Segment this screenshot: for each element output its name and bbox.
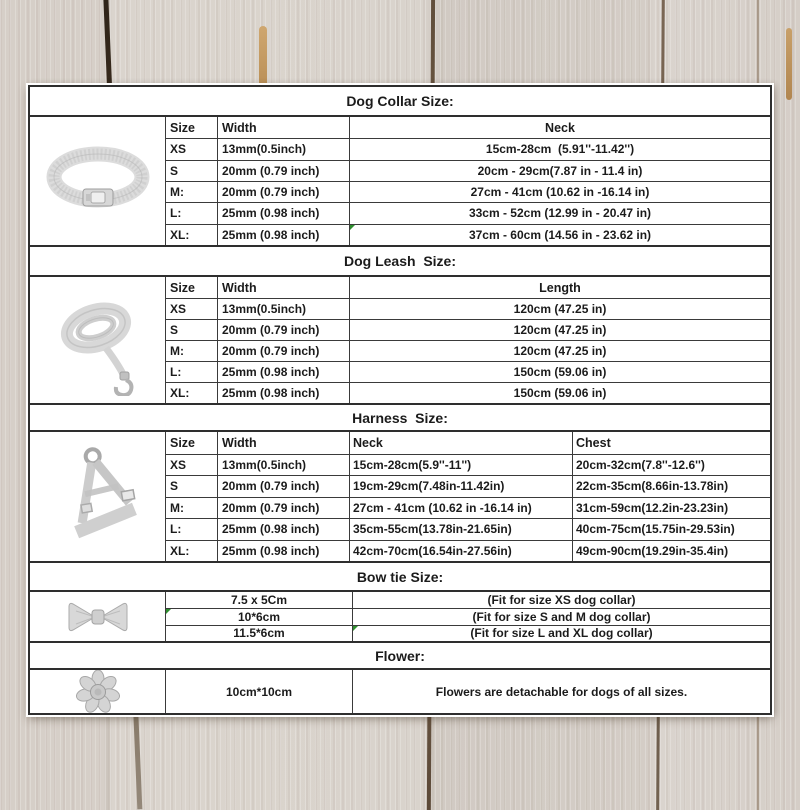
harness-cell: 15cm-28cm(5.9''-11'') [349,454,572,476]
harness-cell: 40cm-75cm(15.75in-29.53in) [572,518,770,540]
harness-cell: 25mm (0.98 inch) [217,518,349,540]
leash-cell: 13mm(0.5inch) [217,298,349,319]
collar-cell: 20cm - 29cm(7.87 in - 11.4 in) [349,160,770,181]
collar-cell: 25mm (0.98 inch) [217,224,349,245]
leash-cell: 120cm (47.25 in) [349,298,770,319]
flower-cell: Flowers are detachable for dogs of all sizes. [352,670,770,713]
bowtie-cell: 11.5*6cm [165,625,352,641]
flower-size-table [30,670,770,713]
bow-tie-image [30,592,165,641]
leash-cell: M: [165,340,217,361]
size-chart-panel [28,85,772,715]
collar-cell: S [165,160,217,181]
leash-cell: 25mm (0.98 inch) [217,382,349,403]
harness-cell: 22cm-35cm(8.66in-13.78in) [572,475,770,497]
collar-cell: 25mm (0.98 inch) [217,202,349,223]
collar-cell: 15cm-28cm (5.91''-11.42'') [349,138,770,159]
harness-cell: 20mm (0.79 inch) [217,497,349,519]
harness-cell: L: [165,518,217,540]
section-title-bowtie: Bow tie Size: [30,563,770,592]
flower-image [30,670,165,713]
harness-cell: 35cm-55cm(13.78in-21.65in) [349,518,572,540]
harness-cell: 42cm-70cm(16.54in-27.56in) [349,540,572,562]
leash-header-width: Width [217,277,349,298]
collar-header-neck: Neck [349,117,770,138]
wood-crack [259,26,267,90]
leash-size-table [30,277,770,405]
harness-header-size: Size [165,432,217,454]
leash-cell: L: [165,361,217,382]
leash-cell: S [165,319,217,340]
bowtie-cell: 7.5 x 5Cm [165,592,352,608]
harness-cell: 20mm (0.79 inch) [217,475,349,497]
flower-cell: 10cm*10cm [165,670,352,713]
bowtie-cell: (Fit for size XS dog collar) [352,592,770,608]
leash-cell: 120cm (47.25 in) [349,319,770,340]
dog-leash-image [30,277,165,403]
leash-header-length: Length [349,277,770,298]
harness-cell: M: [165,497,217,519]
harness-header-neck: Neck [349,432,572,454]
leash-cell: 150cm (59.06 in) [349,361,770,382]
harness-cell: 49cm-90cm(19.29in-35.4in) [572,540,770,562]
section-title-leash: Dog Leash Size: [30,247,770,277]
harness-cell: 25mm (0.98 inch) [217,540,349,562]
harness-cell: 13mm(0.5inch) [217,454,349,476]
bowtie-cell: (Fit for size S and M dog collar) [352,608,770,624]
leash-cell: 20mm (0.79 inch) [217,319,349,340]
dog-harness-image [30,432,165,561]
harness-header-chest: Chest [572,432,770,454]
harness-cell: XL: [165,540,217,562]
harness-size-table [30,432,770,563]
leash-cell: 25mm (0.98 inch) [217,361,349,382]
collar-cell: L: [165,202,217,223]
leash-cell: 20mm (0.79 inch) [217,340,349,361]
wood-crack [786,28,792,100]
leash-header-size: Size [165,277,217,298]
bowtie-cell: 10*6cm [165,608,352,624]
harness-header-width: Width [217,432,349,454]
leash-cell: 120cm (47.25 in) [349,340,770,361]
collar-cell: XL: [165,224,217,245]
collar-cell: XS [165,138,217,159]
harness-cell: 31cm-59cm(12.2in-23.23in) [572,497,770,519]
section-title-harness: Harness Size: [30,405,770,432]
collar-header-size: Size [165,117,217,138]
leash-cell: XS [165,298,217,319]
leash-cell: XL: [165,382,217,403]
section-title-collar: Dog Collar Size: [30,87,770,117]
bowtie-cell: (Fit for size L and XL dog collar) [352,625,770,641]
dog-collar-image [30,117,165,245]
harness-cell: 19cm-29cm(7.48in-11.42in) [349,475,572,497]
collar-size-table [30,117,770,247]
collar-cell: 33cm - 52cm (12.99 in - 20.47 in) [349,202,770,223]
section-title-flower: Flower: [30,643,770,670]
collar-cell: 20mm (0.79 inch) [217,181,349,202]
collar-cell: M: [165,181,217,202]
collar-header-width: Width [217,117,349,138]
harness-cell: 27cm - 41cm (10.62 in -16.14 in) [349,497,572,519]
collar-cell: 37cm - 60cm (14.56 in - 23.62 in) [349,224,770,245]
harness-cell: S [165,475,217,497]
collar-cell: 13mm(0.5inch) [217,138,349,159]
bowtie-size-table [30,592,770,643]
leash-cell: 150cm (59.06 in) [349,382,770,403]
harness-cell: XS [165,454,217,476]
collar-cell: 20mm (0.79 inch) [217,160,349,181]
collar-cell: 27cm - 41cm (10.62 in -16.14 in) [349,181,770,202]
harness-cell: 20cm-32cm(7.8''-12.6'') [572,454,770,476]
